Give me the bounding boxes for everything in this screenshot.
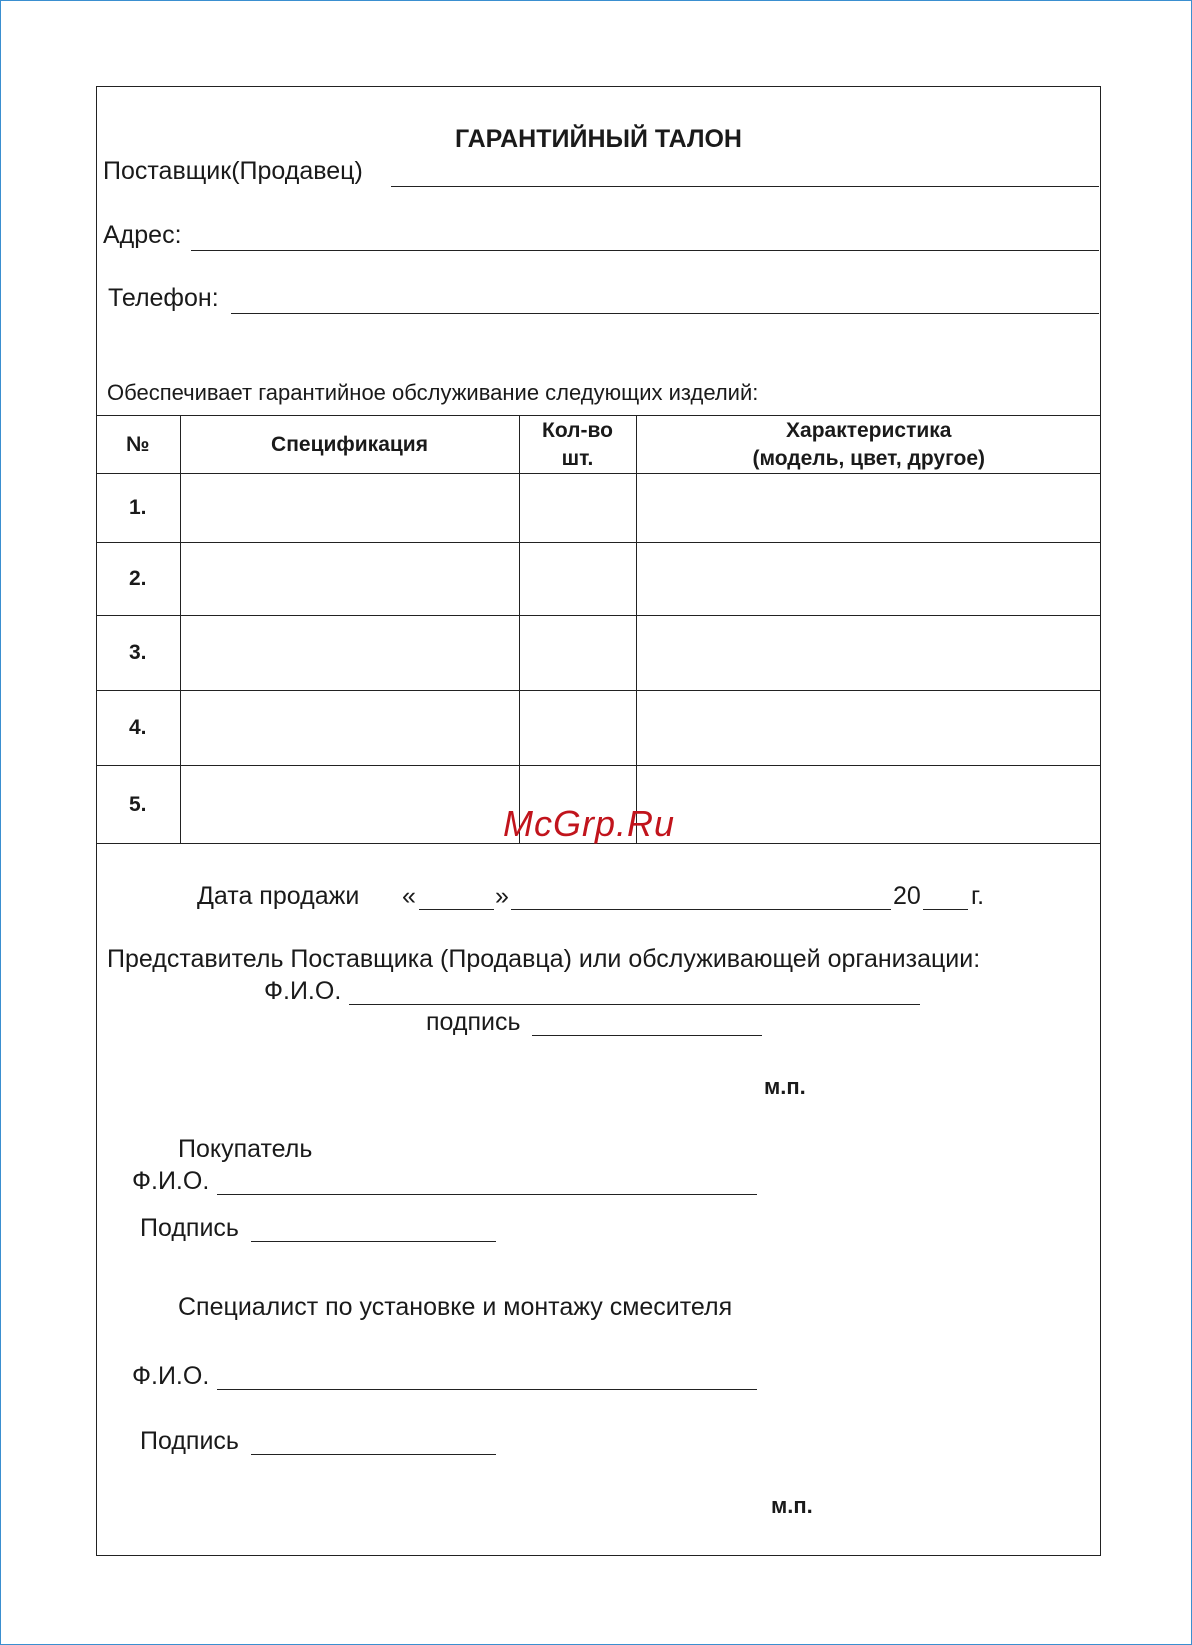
header-qty-line1: Кол-во xyxy=(542,418,613,442)
products-table xyxy=(96,415,1101,844)
stamp-label-1: м.п. xyxy=(764,1074,806,1099)
qty-cell[interactable] xyxy=(519,691,636,766)
specialist-fio-label: Ф.И.О. xyxy=(132,1362,210,1390)
header-char-line1: Характеристика xyxy=(786,418,952,442)
buyer-fio-label: Ф.И.О. xyxy=(132,1167,210,1195)
representative-fio-field[interactable] xyxy=(349,1004,920,1005)
row-number: 1. xyxy=(96,474,180,543)
sale-date-label: Дата продажи xyxy=(197,882,360,910)
quote-close: » xyxy=(495,882,509,910)
document-title: ГАРАНТИЙНЫЙ ТАЛОН xyxy=(455,125,742,153)
table-header-row xyxy=(96,416,1101,474)
spec-cell[interactable] xyxy=(180,691,519,766)
specialist-signature-label: Подпись xyxy=(140,1427,239,1455)
supplier-field[interactable] xyxy=(391,186,1099,187)
header-qty-line2: шт. xyxy=(561,446,594,470)
characteristics-cell[interactable] xyxy=(636,766,1101,844)
characteristics-cell[interactable] xyxy=(636,474,1101,543)
year-suffix: г. xyxy=(971,882,985,910)
header-qty xyxy=(519,416,636,474)
spec-cell[interactable] xyxy=(180,474,519,543)
buyer-heading: Покупатель xyxy=(178,1135,313,1163)
buyer-fio-field[interactable] xyxy=(217,1194,757,1195)
phone-label: Телефон: xyxy=(108,284,219,312)
characteristics-cell[interactable] xyxy=(636,616,1101,691)
specialist-fio-field[interactable] xyxy=(217,1389,757,1390)
specialist-signature-field[interactable] xyxy=(251,1454,496,1455)
buyer-signature-label: Подпись xyxy=(140,1214,239,1242)
representative-signature-label: подпись xyxy=(426,1008,521,1036)
qty-cell[interactable] xyxy=(519,474,636,543)
row-number: 4. xyxy=(96,691,180,766)
qty-cell[interactable] xyxy=(519,616,636,691)
address-label: Адрес: xyxy=(103,221,182,249)
watermark-logo: McGrp.Ru xyxy=(503,803,676,844)
qty-cell[interactable] xyxy=(519,543,636,616)
spec-cell[interactable] xyxy=(180,543,519,616)
row-number: 3. xyxy=(96,616,180,691)
header-spec: Спецификация xyxy=(180,416,519,474)
stamp-label-2: м.п. xyxy=(771,1493,813,1518)
representative-text: Представитель Поставщика (Продавца) или обслуживающей организации: xyxy=(107,945,981,973)
buyer-signature-field[interactable] xyxy=(251,1241,496,1242)
header-num: № xyxy=(96,416,180,474)
table-row xyxy=(96,474,1101,543)
table-row xyxy=(96,543,1101,616)
spec-cell[interactable] xyxy=(180,766,519,844)
characteristics-cell[interactable] xyxy=(636,691,1101,766)
sale-day-field[interactable] xyxy=(419,909,494,910)
header-characteristics xyxy=(636,416,1101,474)
table-row xyxy=(96,691,1101,766)
representative-signature-field[interactable] xyxy=(532,1035,762,1036)
specialist-heading: Специалист по установке и монтажу смесителя xyxy=(178,1293,733,1321)
supplier-label: Поставщик(Продавец) xyxy=(103,157,363,185)
row-number: 5. xyxy=(96,766,180,844)
quote-open: « xyxy=(402,882,416,910)
intro-text: Обеспечивает гарантийное обслуживание следующих изделий: xyxy=(107,380,759,405)
characteristics-cell[interactable] xyxy=(636,543,1101,616)
address-field[interactable] xyxy=(191,250,1099,251)
sale-month-field[interactable] xyxy=(511,909,891,910)
phone-field[interactable] xyxy=(231,313,1099,314)
spec-cell[interactable] xyxy=(180,616,519,691)
row-number: 2. xyxy=(96,543,180,616)
year-prefix: 20 xyxy=(893,882,921,910)
table-row xyxy=(96,616,1101,691)
header-char-line2: (модель, цвет, другое) xyxy=(752,446,986,470)
representative-fio-label: Ф.И.О. xyxy=(264,977,342,1005)
warranty-form xyxy=(96,86,1101,1556)
sale-year-field[interactable] xyxy=(923,909,968,910)
